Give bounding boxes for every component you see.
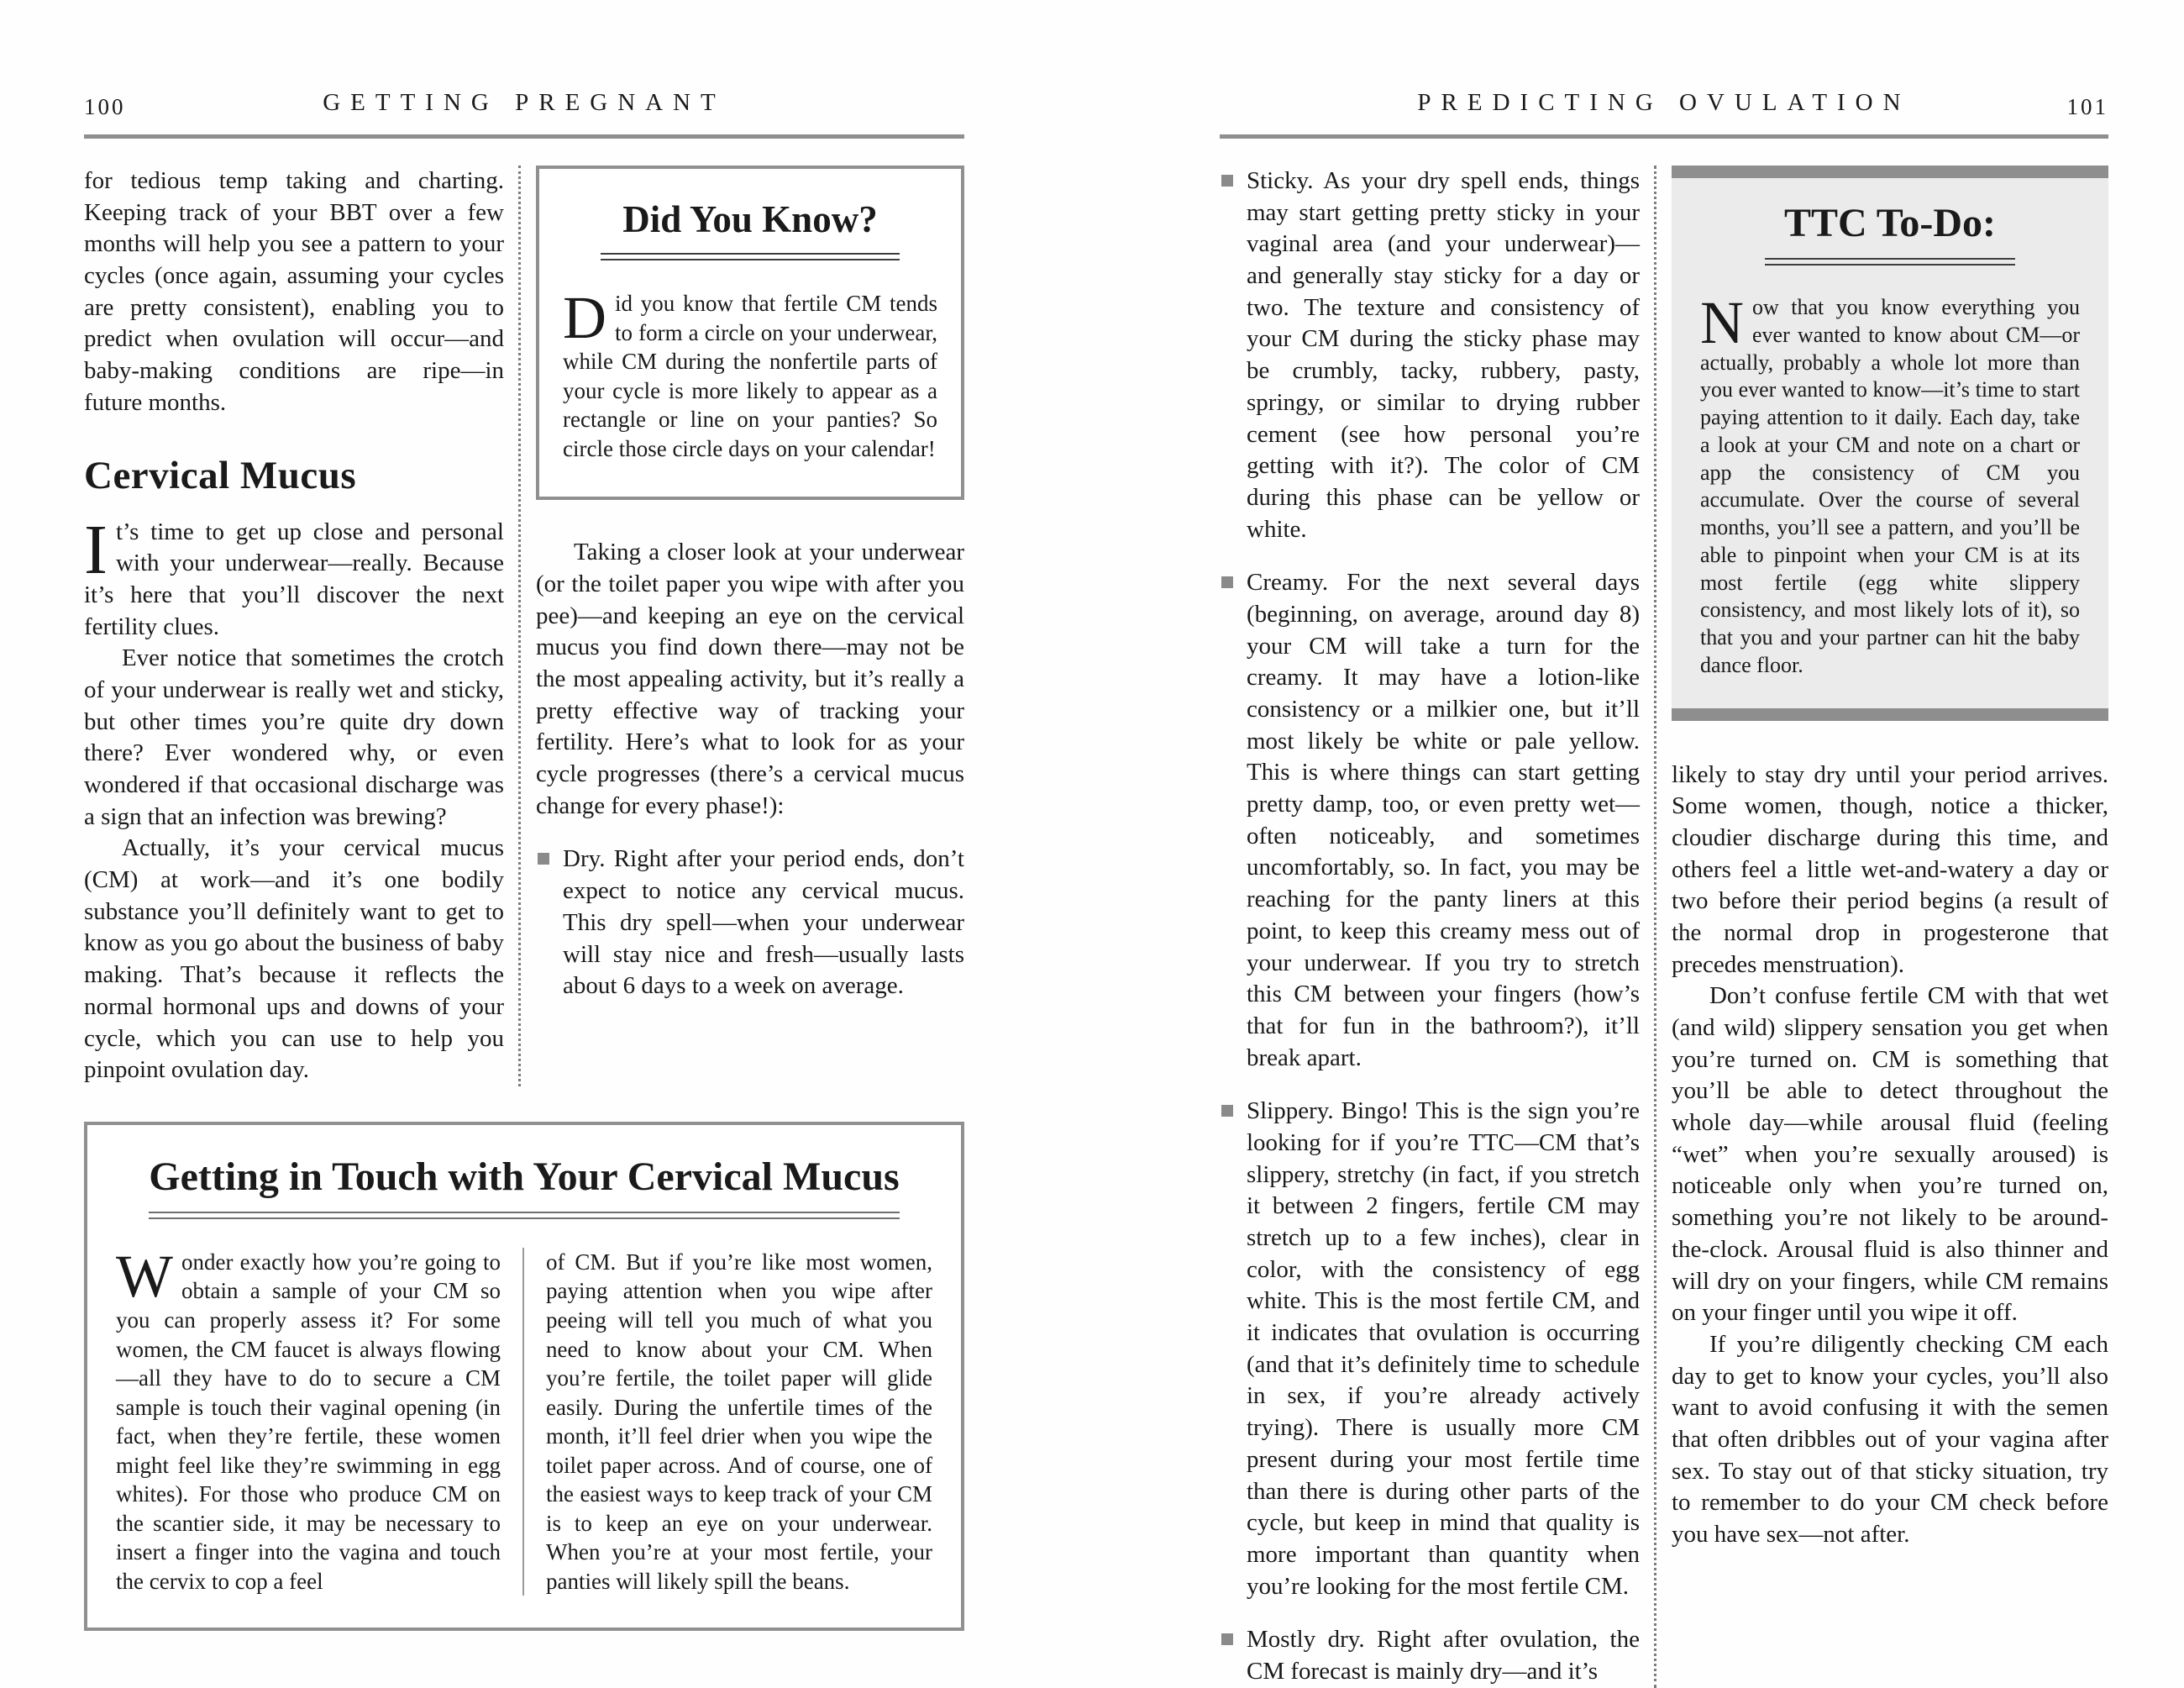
- drop-cap: I: [84, 510, 108, 589]
- ttc-to-do-title: TTC To-Do:: [1783, 201, 1997, 245]
- bullet-item-sticky: [1220, 166, 1640, 545]
- left-header-rule: [84, 134, 964, 139]
- bullet-item-slippery: [1220, 1096, 1640, 1602]
- right-page-running-head: [1220, 89, 2108, 126]
- paragraph: of CM. But if you’re like most women, paying attention when you wipe after peeing will tell you much of what you need to know about your CM. When you’re fertile, the toilet paper will glide easily. During the unfertile times of the month, it’ll feel drier when you wipe the toilet paper across. And of course, one of the easiest ways to keep track of your CM is to keep an eye on your underwear. When you’re at your most fertile, your panties will likely spill the beans.: [546, 1249, 932, 1594]
- paragraph: If you’re diligently checking CM each day to get to know your cycles, you’ll also want to avoid confusing it with the semen that often dribbles out of your vagina after sex. To stay out of that sticky situation, try to remember to do your CM check before you have sex—not after.: [1672, 1330, 2108, 1548]
- square-bullet-icon: [1221, 175, 1233, 187]
- double-rule: [601, 253, 900, 260]
- paragraph-text: id you know that fertile CM tends to form a circle on your underwear, while CM during the nonfertile parts of your cycle is more likely to appear as a rectangle or line on your panties? So circle those circle days on your calendar!: [563, 291, 937, 461]
- box-column-2: [524, 1248, 932, 1596]
- square-bullet-icon: [538, 853, 549, 865]
- left-page-title: GETTING PREGNANT: [323, 89, 726, 116]
- left-page-number: 100: [84, 94, 126, 119]
- bullet-text: Mostly dry. Right after ovulation, the CM forecast is mainly dry—and it’s: [1247, 1626, 1640, 1685]
- drop-cap: N: [1700, 289, 1744, 356]
- double-rule: [149, 1212, 900, 1219]
- paragraph: Ever notice that sometimes the crotch of your underwear is really wet and sticky, but other times you’re quite dry down there? Ever wondered why, or even wondered if that occasional discharge was a sign that an infection was brewing?: [84, 644, 504, 830]
- paragraph: for tedious temp taking and charting. Keeping track of your BBT over a few months will help you see a pattern to your cycles (once again, assuming your cycles are pretty consistent), enabling you to predict when ovulation will occur—and baby-making conditions are ripe—in future months.: [84, 167, 504, 416]
- bullet-item-mostly-dry: [1220, 1624, 1640, 1687]
- did-you-know-text: [563, 284, 937, 463]
- paragraph-text: ow that you know everything you ever wanted to know about CM—or actually, probably a whole lot more than you ever wanted to know—it’s time to start paying attention to it daily. Each day, take a look at your CM and note on a chart or app the consistency of CM you accumulate. Over the course of several months, you’ll see a pattern, and you’ll be able to pinpoint when your CM is at its most fertile (egg white slippery consistency, and most likely lots of it), so that you and your partner can hit the baby dance floor.: [1700, 295, 2080, 677]
- right-header-rule: [1220, 134, 2108, 139]
- bullet-text: Slippery. Bingo! This is the sign you’re looking for if you’re TTC—CM that’s slippery, stretchy (in fact, if you stretch it between 2 fingers, fertile CM may stretch up to a few inches), clear in color, with the consistency of egg white. This is the most fertile CM, and it indicates that ovulation is occurring (and that it’s definitely time to schedule in sex, if you’re already actively trying). There is usually more CM present during your most fertile time than there is during other parts of the cycle, but keep in mind that quality is more important than quantity when you’re looking for the most fertile CM.: [1247, 1097, 1640, 1600]
- paragraph: Taking a closer look at your underwear (or the toilet paper you wipe with after you pee)—and keeping an eye on the cervical mucus you find down there—may not be the most appealing activity, but it’s really a pretty effective way of tracking your fertility. Here’s what to look for as your cycle progresses (there’s a cervical mucus change for every phase!):: [536, 539, 964, 819]
- did-you-know-title: Did You Know?: [622, 198, 878, 240]
- paragraph: Actually, it’s your cervical mucus (CM) at work—and it’s one bodily substance you’ll definitely want to get to know as you go about the business of baby making. That’s because it reflects the normal hormonal ups and downs of your cycle, which you can use to help you pinpoint ovulation day.: [84, 834, 504, 1084]
- bullet-text: Sticky. As your dry spell ends, things may start getting pretty sticky in your vaginal area (and your underwear)—and generally stay sticky for a day or two. The texture and consistency of your CM during the sticky phase may be crumbly, tacky, rubbery, pasty, springy, or similar to drying rubber cement (see how personal you’re getting with it?). The color of CM during this phase can be yellow or white.: [1247, 167, 1640, 543]
- ttc-to-do-text: [1700, 289, 2080, 680]
- right-page-title: PREDICTING OVULATION: [1417, 89, 1911, 116]
- getting-in-touch-title: Getting in Touch with Your Cervical Mucus: [149, 1154, 900, 1199]
- right-page-column-1: [1220, 166, 1656, 1688]
- left-page-column-2: [521, 166, 964, 1086]
- left-page-running-head: [84, 89, 964, 126]
- ttc-to-do-box: [1672, 166, 2108, 721]
- paragraph-text: onder exactly how you’re going to obtain a sample of your CM so you can properly assess it? For some women, the CM faucet is always flowing—all they have to do to secure a CM sample is touch their vaginal opening (in fact, when they’re fertile, these women might feel like they’re swimming in egg whites). For those who produce CM on the scantier side, it may be necessary to insert a finger into the vagina and touch the cervix to cop a feel: [116, 1249, 501, 1594]
- did-you-know-box: [536, 166, 964, 500]
- paragraph: likely to stay dry until your period arrives. Some women, though, notice a thicker, cloudier discharge during this time, and others feel a little wet-and-watery a day or two before their period begins (a result of the normal drop in progesterone that precedes menstruation).: [1672, 760, 2108, 978]
- double-rule: [1765, 258, 2015, 266]
- bullet-item-dry: [536, 844, 964, 1002]
- left-page-column-1: [84, 166, 521, 1086]
- paragraph: [116, 1242, 501, 1596]
- drop-cap: W: [116, 1242, 173, 1310]
- right-page: [1220, 89, 2108, 1688]
- square-bullet-icon: [1221, 576, 1233, 588]
- bullet-text: Dry. Right after your period ends, don’t expect to notice any cervical mucus. This dry spell—when your underwear will stay nice and fresh—usually lasts about 6 days to a week on average.: [563, 845, 964, 1000]
- bullet-item-creamy: [1220, 567, 1640, 1074]
- box-column-1: [116, 1242, 524, 1596]
- right-page-number: 101: [2066, 94, 2108, 119]
- left-page: [84, 89, 964, 1631]
- drop-cap: D: [563, 284, 606, 351]
- section-heading: Cervical Mucus: [84, 453, 357, 497]
- getting-in-touch-box: [84, 1122, 964, 1632]
- bullet-text: Creamy. For the next several days (beginning, on average, around day 8) your CM will take a turn for the creamy. It may have a lotion-like consistency or a milkier one, but it’ll most likely be white or pale yellow. This is where things can start getting pretty damp, too, or even pretty wet—often noticeably, and sometimes uncomfortably, so. In fact, you may be reaching for the panty liners at this point, to keep this creamy mess out of your underwear. If you try to stretch this CM between your fingers (how’s that for fun in the bathroom?), it’ll break apart.: [1247, 569, 1640, 1071]
- paragraph: [84, 510, 504, 644]
- paragraph: Don’t confuse fertile CM with that wet (and wild) slippery sensation you get when you’re turned on. CM is something that you’ll be able to detect throughout the whole day—while arousal fluid (feeling “wet” when you’re sexually aroused) is noticeable only when you’re turned on, something you’re not likely to be around-the-clock. Arousal fluid is also thinner and will dry on your fingers, while CM remains on your finger until you wipe it off.: [1672, 982, 2108, 1327]
- square-bullet-icon: [1221, 1633, 1233, 1645]
- paragraph-text: t’s time to get up close and personal with your underwear—really. Because it’s here that you’ll discover the next fertility clues.: [84, 518, 504, 640]
- right-page-column-2: [1656, 166, 2108, 1688]
- right-page-columns: [1220, 166, 2108, 1688]
- left-page-columns: [84, 166, 964, 1086]
- getting-in-touch-columns: [116, 1242, 932, 1596]
- square-bullet-icon: [1221, 1105, 1233, 1117]
